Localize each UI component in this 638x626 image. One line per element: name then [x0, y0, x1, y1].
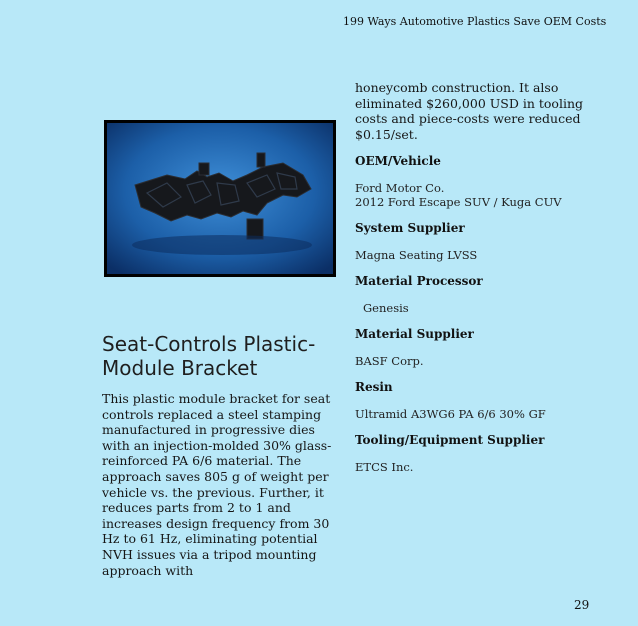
details-column — [355, 80, 605, 486]
oem-vehicle-label: OEM/Vehicle — [355, 154, 441, 169]
bracket-image — [107, 123, 333, 274]
system-supplier-value: Magna Seating LVSS — [355, 248, 478, 263]
article-title: Seat-Controls Plastic-Module Bracket — [102, 332, 316, 380]
page-number: 29 — [574, 598, 590, 612]
material-processor-label: Material Processor — [355, 274, 483, 289]
tooling-supplier-value: ETCS Inc. — [355, 460, 414, 475]
tooling-supplier-label: Tooling/Equipment Supplier — [355, 433, 545, 448]
material-supplier-value: BASF Corp. — [355, 354, 424, 369]
system-supplier-label: System Supplier — [355, 221, 465, 236]
oem-name: Ford Motor Co. — [355, 181, 445, 196]
material-supplier-label: Material Supplier — [355, 327, 474, 342]
article-continuation: honeycomb construction. It also eliminated $260,000 USD in tooling costs and piece-costs were reduced $0.15/set. — [355, 80, 583, 142]
resin-value: Ultramid A3WG6 PA 6/6 30% GF — [355, 407, 546, 422]
running-header: 199 Ways Automotive Plastics Save OEM Costs — [343, 15, 607, 28]
resin-label: Resin — [355, 380, 393, 395]
article-body: This plastic module bracket for seat controls replaced a steel stamping manufactured in progressive dies with an injection-molded 30% glass-reinforced PA 6/6 material. The approach saves 805 g of weight per vehicle vs. the previous. Further, it reduces parts from 2 to 1 and increases design frequency from 30 Hz to 61 Hz, eliminating potential NVH issues via a tripod mounting approach with — [102, 391, 332, 578]
vehicle-name: 2012 Ford Escape SUV / Kuga CUV — [355, 195, 562, 210]
material-processor-value: Genesis — [363, 301, 409, 316]
bracket-photo — [104, 120, 336, 277]
oem-vehicle-value — [355, 181, 605, 209]
